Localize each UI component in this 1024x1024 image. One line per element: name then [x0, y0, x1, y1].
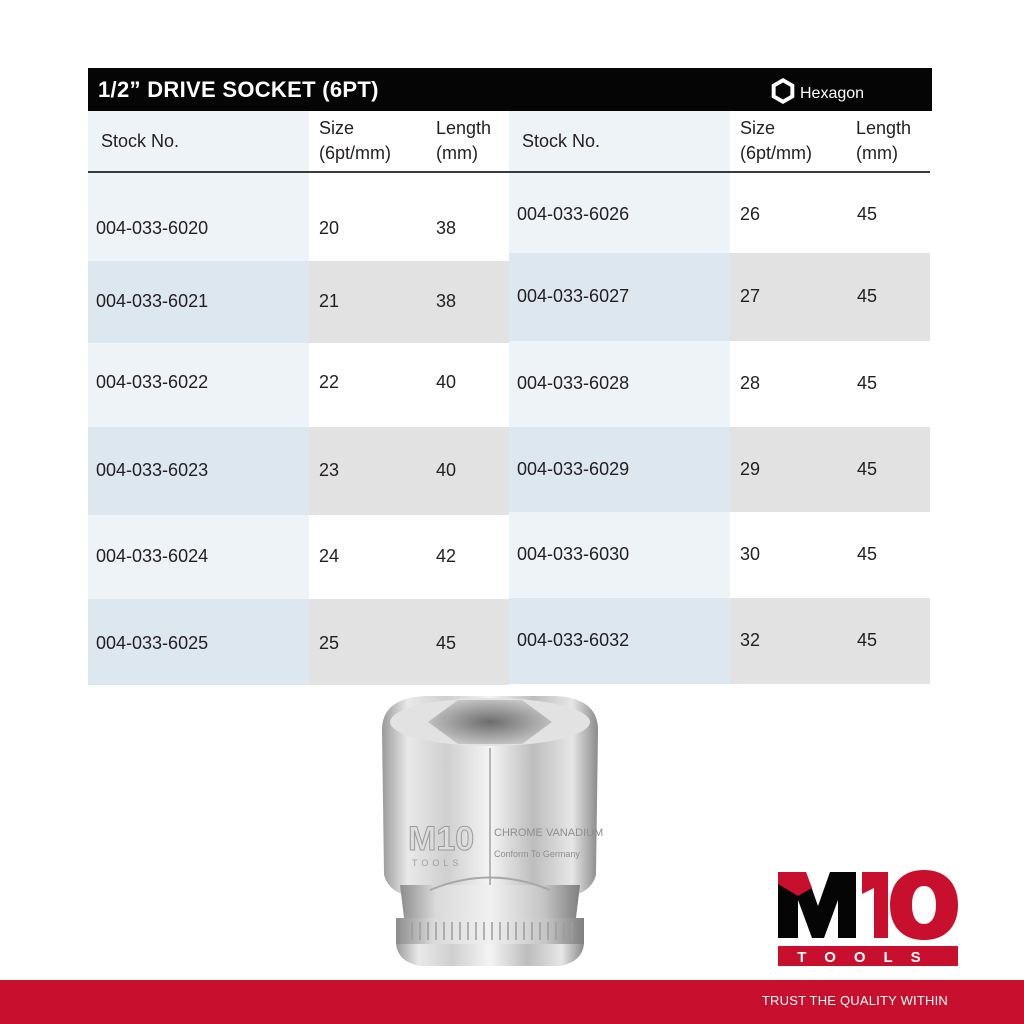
table-header-right: [509, 111, 930, 173]
stock-value: 004-033-6021: [96, 291, 209, 311]
engraving-standard: Conform To Germany: [494, 849, 580, 859]
table-row: [88, 599, 509, 685]
header-stock-no: Stock No.: [522, 131, 601, 151]
header-length: Length (mm): [436, 118, 492, 163]
stock-value: 004-033-6029: [517, 458, 630, 479]
length-value: 45: [857, 630, 878, 650]
cell-stock: [509, 512, 730, 598]
cell-stock: [88, 261, 309, 343]
stock-value: 004-033-6032: [517, 630, 630, 650]
size-value: 30: [740, 544, 761, 564]
cell-size: [309, 173, 509, 261]
size-value: 29: [740, 458, 761, 479]
cell-stock: [509, 173, 730, 253]
stock-value: 004-033-6024: [96, 546, 209, 566]
size-value: 32: [740, 630, 761, 650]
size-value: 22: [319, 372, 340, 392]
length-value: 45: [436, 633, 457, 653]
table-header-left: [88, 111, 509, 173]
cell-size: [730, 598, 930, 684]
table-row: [509, 173, 930, 253]
size-value: 25: [319, 633, 340, 653]
size-value: 23: [319, 460, 340, 480]
length-value: 45: [857, 458, 878, 479]
cell-stock: [88, 515, 309, 599]
stock-value: 004-033-6030: [517, 544, 630, 564]
engraving-brand: M10: [408, 820, 475, 858]
stock-value: 004-033-6022: [96, 372, 209, 392]
stock-value: 004-033-6023: [96, 460, 209, 480]
length-value: 40: [436, 372, 457, 392]
m10-tools-logo: [776, 866, 962, 970]
socket-product-image: [370, 690, 610, 980]
stock-value: 004-033-6028: [517, 373, 630, 393]
hexagon-label: Hexagon: [800, 85, 865, 102]
cell-size: [309, 343, 509, 427]
cell-size: [730, 173, 930, 253]
table-row: [88, 173, 509, 261]
hexagon-icon: [768, 76, 798, 106]
size-value: 28: [740, 373, 761, 393]
cell-stock: [509, 598, 730, 684]
cell-size: [730, 427, 930, 512]
spec-table-left: [88, 111, 509, 653]
stock-value: 004-033-6020: [96, 218, 209, 238]
cell-stock: [88, 599, 309, 685]
table-row: [88, 427, 509, 515]
size-value: 24: [319, 546, 340, 566]
cell-size: [730, 512, 930, 598]
cell-stock: [509, 341, 730, 427]
length-value: 42: [436, 546, 457, 566]
header-size: Size (6pt/mm): [740, 118, 812, 163]
header-size: Size (6pt/mm): [319, 118, 391, 163]
stock-value: 004-033-6027: [517, 286, 630, 306]
table-title: 1/2” DRIVE SOCKET (6PT): [98, 77, 379, 102]
stock-value: 004-033-6025: [96, 633, 209, 653]
header-length: Length (mm): [856, 118, 912, 163]
table-row: [509, 341, 930, 427]
footer-bar: [0, 980, 1024, 1024]
length-value: 45: [857, 544, 878, 564]
engraving-material: CHROME VANADIUM: [494, 827, 604, 839]
table-title-bar: [88, 68, 932, 111]
length-value: 45: [857, 204, 878, 224]
table-row: [509, 253, 930, 341]
length-value: 40: [436, 460, 457, 480]
engraving-brand-sub: TOOLS: [412, 858, 463, 868]
size-value: 26: [740, 204, 761, 224]
cell-size: [309, 261, 509, 343]
table-row: [88, 343, 509, 427]
table-row: [88, 515, 509, 599]
shape-indicator: [768, 76, 864, 106]
cell-stock: [509, 253, 730, 341]
table-row: [509, 598, 930, 684]
cell-size: [730, 341, 930, 427]
cell-stock: [509, 427, 730, 512]
spec-table-right: [509, 111, 930, 650]
cell-stock: [88, 427, 309, 515]
logo-sub: TOOLS: [797, 949, 939, 966]
size-value: 20: [319, 218, 340, 238]
table-row: [509, 512, 930, 598]
length-value: 38: [436, 291, 457, 311]
cell-size: [309, 515, 509, 599]
length-value: 38: [436, 218, 457, 238]
table-row: [509, 427, 930, 512]
table-row: [88, 261, 509, 343]
cell-size: [309, 427, 509, 515]
size-value: 21: [319, 291, 340, 311]
cell-stock: [88, 343, 309, 427]
cell-stock: [88, 173, 309, 261]
cell-size: [309, 599, 509, 685]
header-stock-no: Stock No.: [101, 131, 180, 151]
cell-size: [730, 253, 930, 341]
size-value: 27: [740, 286, 761, 306]
length-value: 45: [857, 286, 878, 306]
tagline: TRUST THE QUALITY WITHIN: [761, 993, 948, 1008]
length-value: 45: [857, 373, 878, 393]
stock-value: 004-033-6026: [517, 204, 630, 224]
